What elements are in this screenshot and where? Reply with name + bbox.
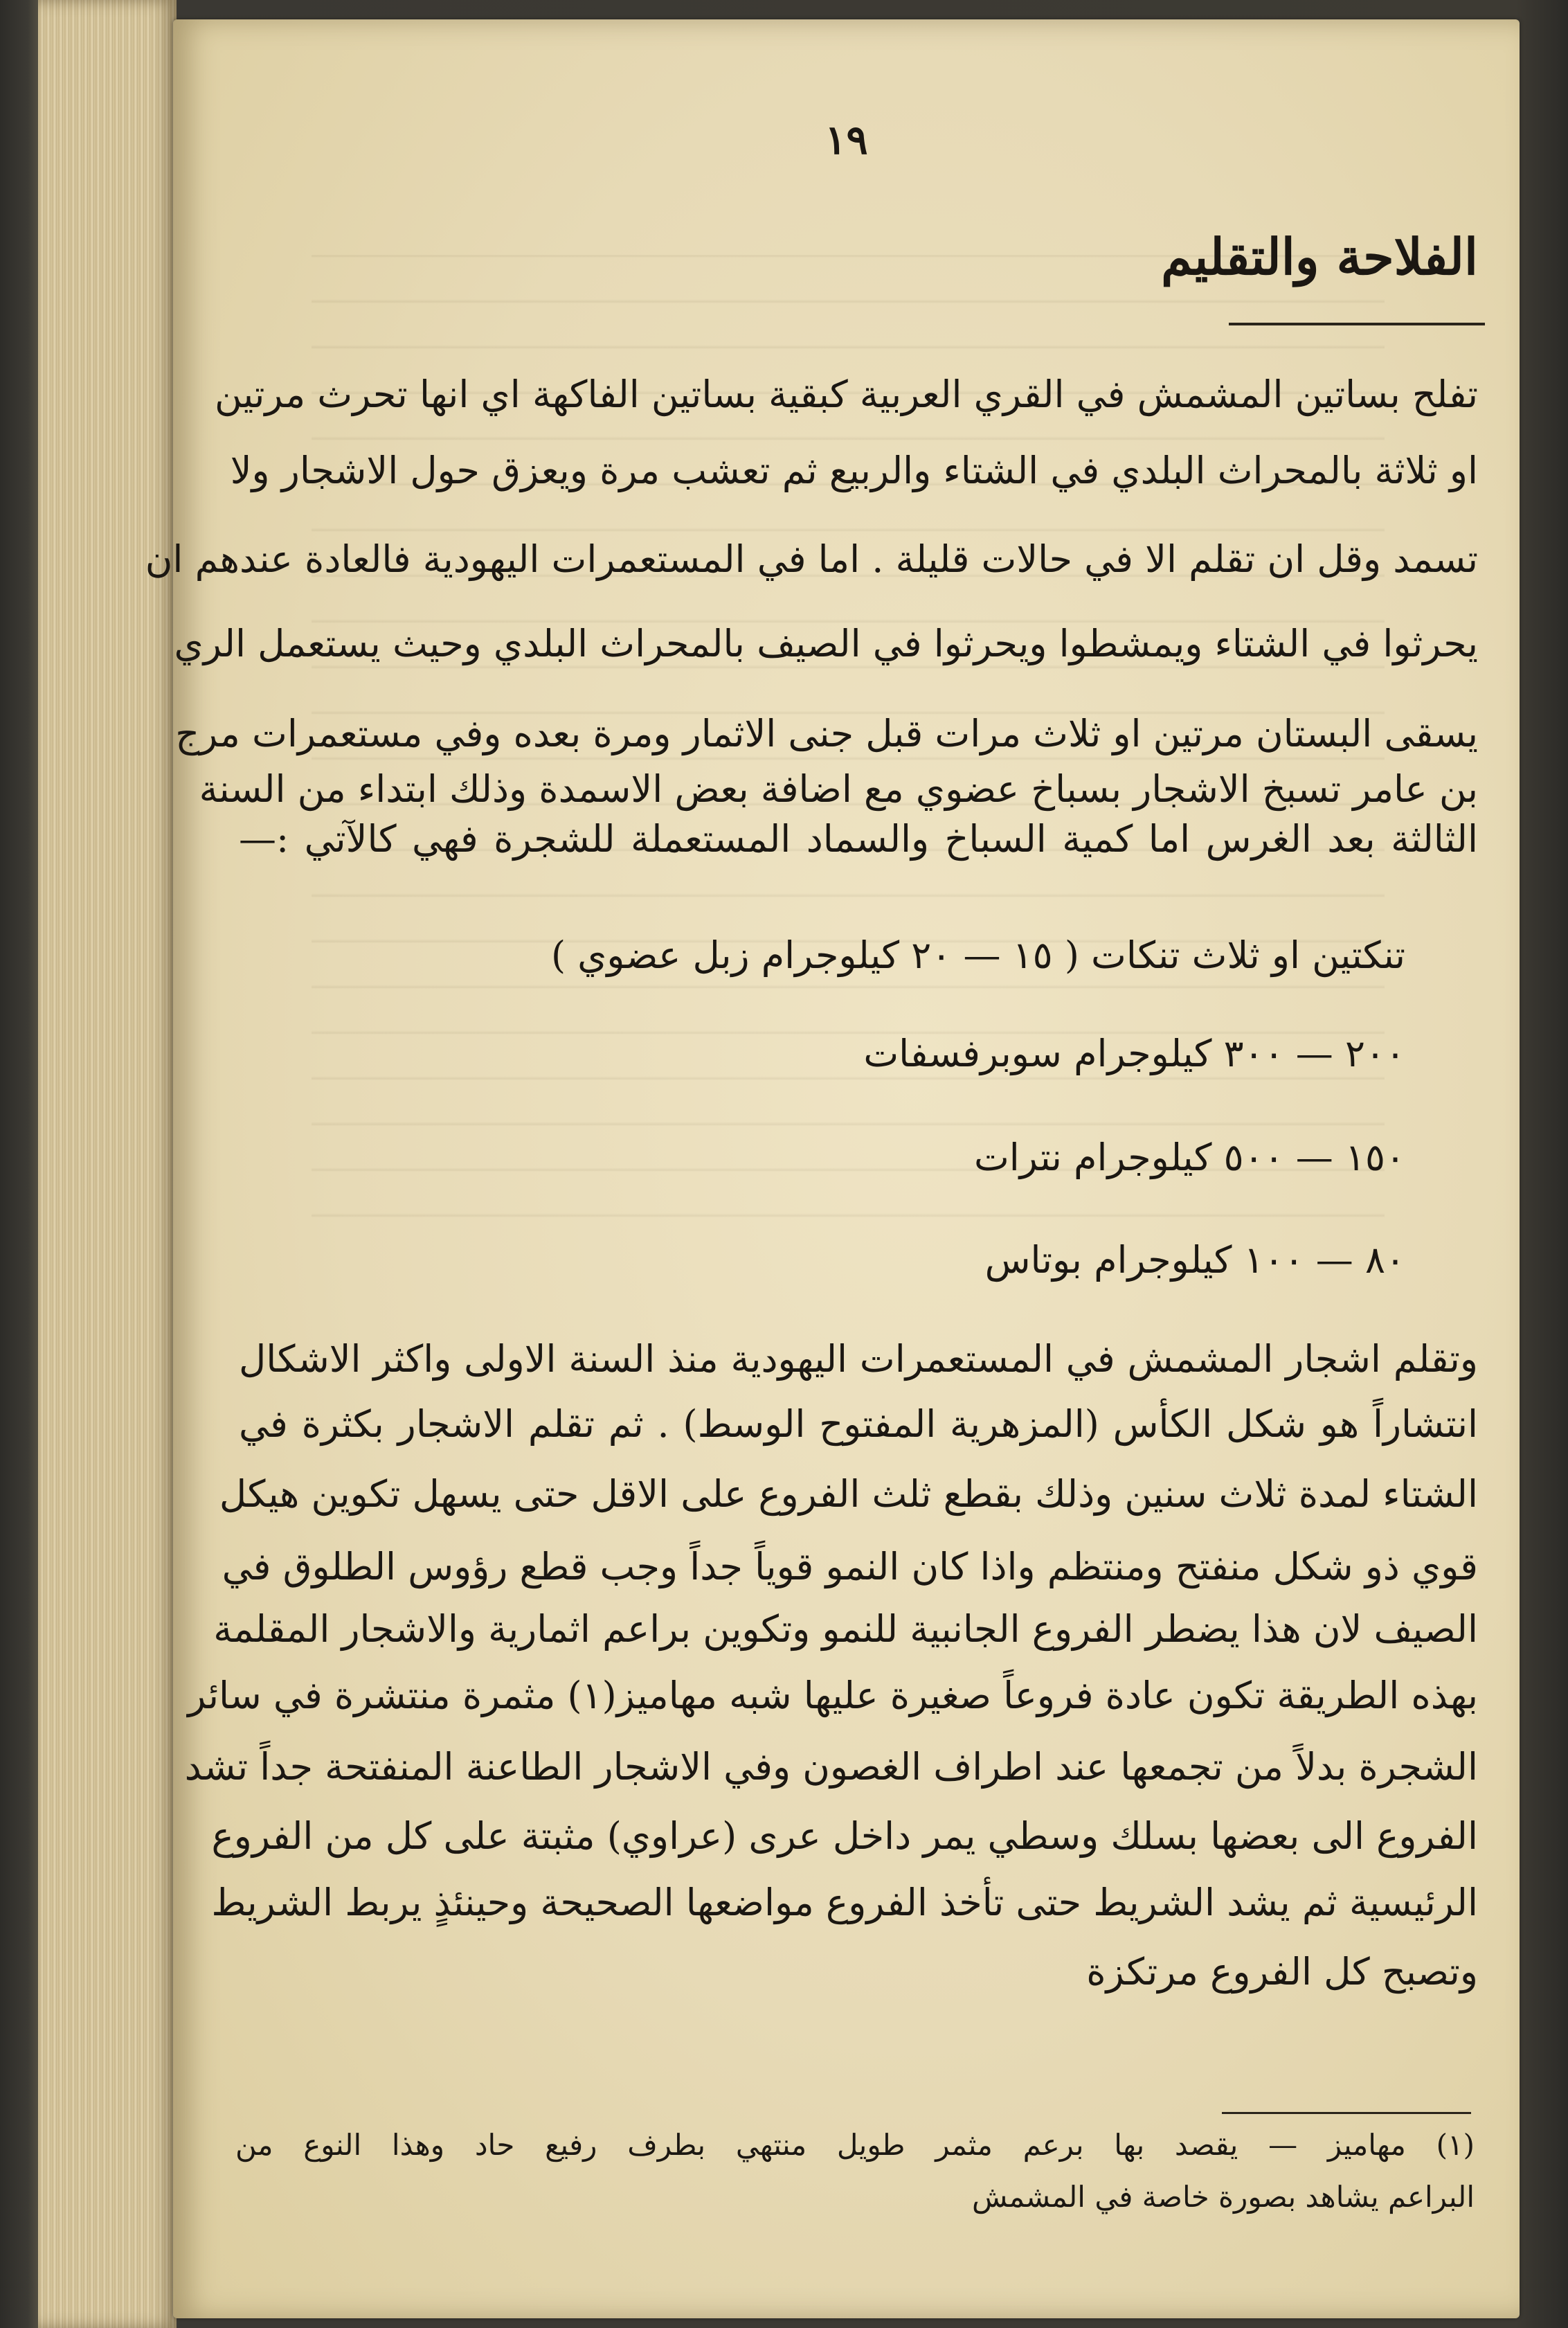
- fertilizer-line: ١٥٠ — ٥٠٠ كيلوجرام نترات: [973, 1136, 1405, 1179]
- section-title: الفلاحة والتقليم: [1161, 227, 1478, 286]
- body-line: تفلح بساتين المشمش في القري العربية كبقية بساتين الفاكهة اي انها تحرث مرتين: [214, 373, 1478, 416]
- body-line: الثالثة بعد الغرس اما كمية السباخ والسماد المستعملة للشجرة فهي كالآتي :—: [239, 817, 1478, 861]
- body-line: الرئيسية ثم يشد الشريط حتى تأخذ الفروع مواضعها الصحيحة وحينئذٍ يربط الشريط: [211, 1881, 1478, 1924]
- footnote-line: البراعم يشاهد بصورة خاصة في المشمش: [971, 2180, 1475, 2214]
- body-line: بن عامر تسبخ الاشجار بسباخ عضوي مع اضافة بعض الاسمدة وذلك ابتداء من السنة: [199, 767, 1478, 811]
- body-line: يسقى البستان مرتين او ثلاث مرات قبل جنى الاثمار ومرة بعده وفي مستعمرات مرج: [175, 712, 1478, 755]
- body-line: وتقلم اشجار المشمش في المستعمرات اليهودية منذ السنة الاولى واكثر الاشكال: [239, 1337, 1478, 1381]
- body-line: وتصبح كل الفروع مرتكزة: [1086, 1950, 1478, 1994]
- body-line: يحرثوا في الشتاء ويمشطوا ويحرثوا في الصيف بالمحراث البلدي وحيث يستعمل الري: [174, 622, 1478, 665]
- title-underline: [1229, 323, 1485, 325]
- fertilizer-line: تنكتين او ثلاث تنكات ( ١٥ — ٢٠ كيلوجرام زبل عضوي ): [550, 933, 1405, 977]
- body-line: الفروع الى بعضها بسلك وسطي يمر داخل عرى (عراوي) مثبتة على كل من الفروع: [211, 1814, 1478, 1858]
- fertilizer-line: ٨٠ — ١٠٠ كيلوجرام بوتاس: [984, 1238, 1405, 1282]
- body-line: الشجرة بدلاً من تجمعها عند اطراف الغصون وفي الاشجار الطاعنة المنفتحة جداً تشد: [184, 1745, 1478, 1789]
- body-line: الصيف لان هذا يضطر الفروع الجانبية للنمو وتكوين براعم اثمارية والاشجار المقلمة: [213, 1607, 1478, 1651]
- footnote-separator: [1222, 2112, 1471, 2114]
- book-page: [145, 19, 1520, 2318]
- page-edges-stack: [38, 0, 177, 2328]
- page-number: ١٩: [824, 116, 868, 163]
- body-line: تسمد وقل ان تقلم الا في حالات قليلة . اما في المستعمرات اليهودية فالعادة عندهم ان: [145, 537, 1478, 581]
- footnote-line: (١) مهاميز — يقصد بها برعم مثمر طويل منتهي بطرف رفيع حاد وهذا النوع من: [235, 2128, 1475, 2162]
- body-line: الشتاء لمدة ثلاث سنين وذلك بقطع ثلث الفروع على الاقل حتى يسهل تكوين هيكل: [219, 1472, 1478, 1516]
- body-line: او ثلاثة بالمحراث البلدي في الشتاء والربيع ثم تعشب مرة ويعزق حول الاشجار ولا: [230, 449, 1478, 492]
- body-line: قوي ذو شكل منفتح ومنتظم واذا كان النمو قوياً جداً وجب قطع رؤوس الطلوق في: [222, 1545, 1478, 1588]
- body-line: انتشاراً هو شكل الكأس (المزهرية المفتوح الوسط) . ثم تقلم الاشجار بكثرة في: [239, 1402, 1478, 1446]
- fertilizer-line: ٢٠٠ — ٣٠٠ كيلوجرام سوبرفسفات: [863, 1032, 1405, 1075]
- body-line: بهذه الطريقة تكون عادة فروعاً صغيرة عليها شبه مهاميز(١) مثمرة منتشرة في سائر: [188, 1674, 1478, 1717]
